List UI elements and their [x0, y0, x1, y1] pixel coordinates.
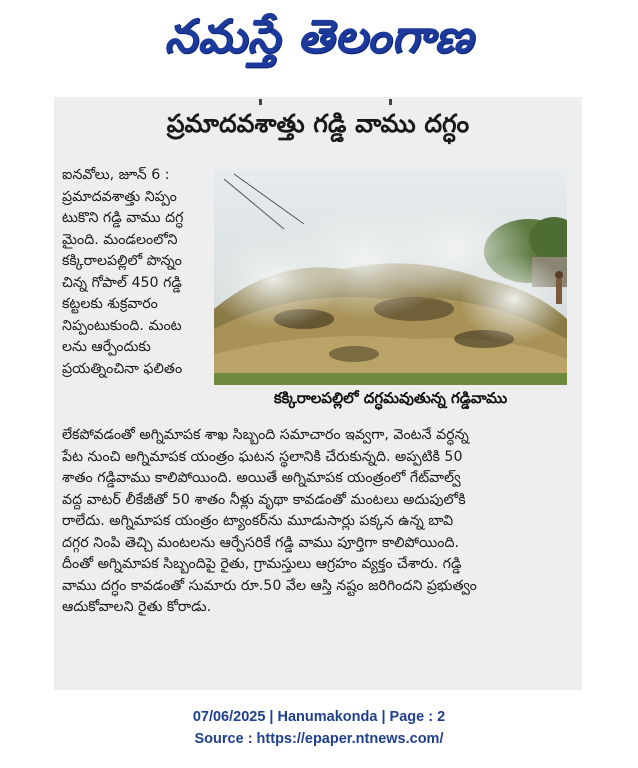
footer	[0, 706, 638, 750]
text-line: శాతం గడ్డివాము కాలిపోయింది. అయితే అగ్నిమాపక యంత్రంలో గేట్‌వాల్వ్	[62, 470, 461, 486]
text-line: లేకపోవడంతో అగ్నిమాపక శాఖ సిబ్బంది సమాచారం ఇవ్వగా, వెంటనే వర్ధన్న	[62, 427, 469, 443]
source-link[interactable]: Source : https://epaper.ntnews.com/	[194, 731, 444, 747]
text-line: మైంది. మండలంలోని	[62, 231, 178, 248]
text-line: టుకొని గడ్డి వాము దగ్ధ	[62, 210, 184, 226]
text-line: చిన్న గోపాల్ 450 గడ్డి	[62, 274, 182, 291]
masthead	[0, 0, 638, 84]
text-line: వద్ద వాటర్ లీకేజీతో 50 శాతం నీళ్లు వృథా కావడంతో మంటలు అదుపులోకి	[62, 491, 466, 508]
news-clipping	[54, 97, 582, 690]
text-line: ప్రమాదవశాత్తు నిప్పం	[62, 188, 177, 205]
text-line: కక్కిరాలపల్లిలో పొన్నం	[62, 253, 182, 269]
text-line: ఐనవోలు, జూన్ 6 :	[62, 167, 170, 183]
haystack-image	[214, 169, 567, 385]
text-line: దీంతో అగ్నిమాపక సిబ్బందిపై రైతు, గ్రామస్తులు ఆగ్రహం వ్యక్తం చేశారు. గడ్డి	[62, 556, 462, 572]
edition-info: 07/06/2025 | Hanumakonda | Page : 2	[192, 709, 446, 725]
article-headline: ప్రమాదవశాత్తు గడ్డి వాము దగ్ధం	[166, 109, 470, 138]
text-line: దగ్గర నింపి తెచ్చి మంటలను ఆర్పేసరికే గడ్డి వాము పూర్తిగా కాలిపోయింది.	[62, 534, 459, 551]
text-line: లను ఆర్పేందుకు	[62, 339, 151, 355]
text-line: వాము దగ్ధం కావడంతో సుమారు రూ.50 వేల ఆస్తి నష్టం జరిగిందని ప్రభుత్వం	[62, 577, 477, 594]
clipping-top-mark	[259, 99, 419, 105]
masthead-title: నమస్తే తెలంగాణ	[164, 9, 474, 63]
text-line: ప్రయత్నించినా ఫలితం	[62, 360, 183, 377]
article-body	[62, 425, 574, 619]
article-dateline-column	[62, 165, 204, 380]
burning-haystack-photo	[214, 169, 567, 385]
photo-caption: కక్కిరాలపల్లిలో దగ్ధమవుతున్న గడ్డివాము	[273, 389, 508, 407]
text-line: రాలేదు. అగ్నిమాపక యంత్రం ట్యాంకర్‌ను మూడుసార్లు పక్కన ఉన్న బావి	[62, 513, 454, 529]
text-line: కట్టలకు శుక్రవారం	[62, 296, 158, 312]
text-line: నిప్పంటుకుంది. మంట	[62, 317, 182, 334]
text-line: పేట నుంచి అగ్నిమాపక యంత్రం ఘటన స్థలానికి చేరుకున్నది. అప్పటికి 50	[62, 448, 463, 465]
text-line: ఆదుకోవాలని రైతు కోరాడు.	[62, 599, 212, 615]
